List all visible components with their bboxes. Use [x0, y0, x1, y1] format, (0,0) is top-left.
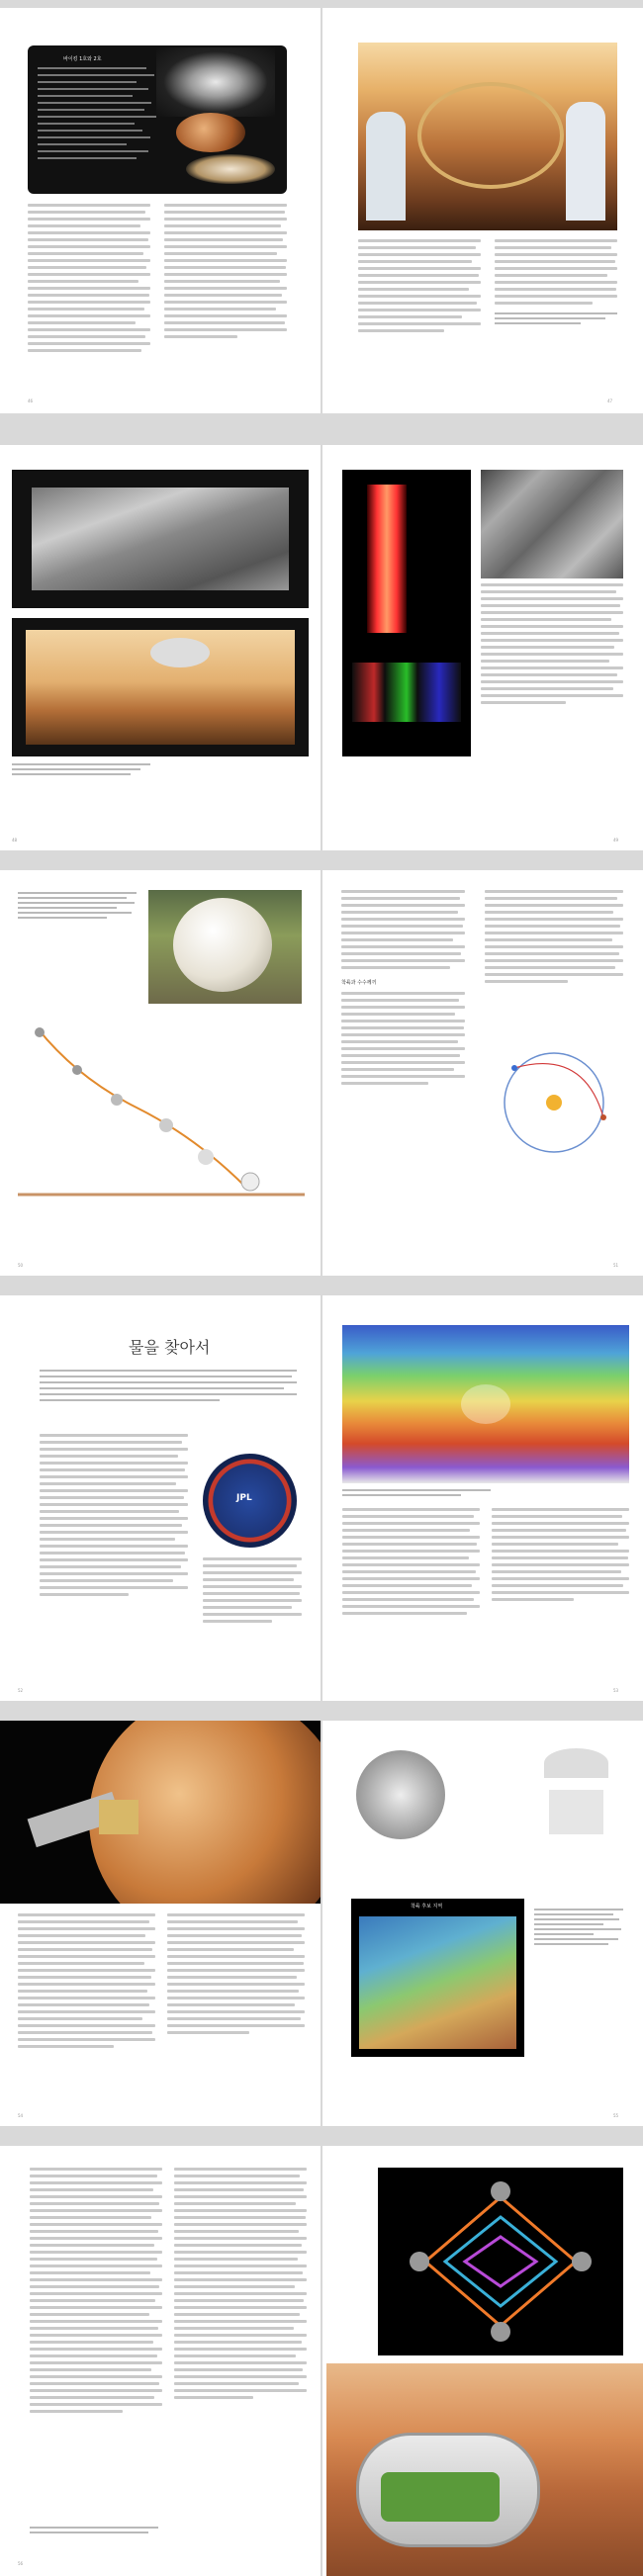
- body-text-right: [485, 890, 623, 987]
- body-text-right: [481, 583, 623, 708]
- page-fold: [321, 1295, 322, 1701]
- spread-3: [0, 870, 643, 1276]
- page-number: 51: [613, 1263, 619, 1268]
- page-fold: [321, 445, 322, 850]
- chapter-intro: [40, 1370, 297, 1401]
- badge-text: JPL: [236, 1493, 252, 1503]
- airbag-lander-photo: [148, 890, 302, 1004]
- viking-info-box: [28, 45, 287, 194]
- page-number: 56: [18, 2561, 24, 2566]
- body-text-left-2: [203, 1557, 302, 1627]
- caption: [18, 892, 137, 919]
- page-number: 55: [613, 2113, 619, 2118]
- body-text-left: [40, 1434, 188, 1600]
- page-fold: [321, 2146, 322, 2576]
- body-text-right: [342, 1508, 629, 1619]
- body-text-left: [18, 1913, 305, 2052]
- spectrum-image: [342, 470, 471, 756]
- body-text-right: [358, 239, 617, 336]
- viking-lander-image: [156, 47, 275, 117]
- mars-globe-image: [176, 113, 245, 152]
- page-number: 48: [12, 838, 18, 843]
- microscope-images: [481, 470, 623, 578]
- mission-badge: [203, 1454, 297, 1548]
- page-number: 50: [18, 1263, 24, 1268]
- mars-surface-image-color: [12, 618, 309, 756]
- caption: [12, 763, 309, 775]
- map-title: 착륙 후보 지역: [411, 1904, 443, 1910]
- chapter-title: 물을 찾아서: [129, 1338, 211, 1357]
- page-number: 47: [607, 399, 613, 403]
- body-text-left: [30, 2168, 307, 2417]
- subhead: 착륙과 수수께끼: [341, 980, 377, 986]
- page-fold: [321, 870, 322, 1276]
- page-number: 53: [613, 1688, 619, 1693]
- body-text-left: [341, 890, 465, 1089]
- orbiter-image: [186, 154, 275, 184]
- spread-5: [0, 1721, 643, 2126]
- orbiter-over-mars-image: [0, 1721, 321, 1904]
- caption: [534, 1909, 623, 1945]
- spread-6: [0, 2146, 643, 2576]
- page-fold: [321, 1721, 322, 2126]
- spread-1: [0, 8, 643, 413]
- caption: [342, 1489, 501, 1496]
- landing-site-map: [351, 1899, 524, 2057]
- body-text-left: [28, 204, 287, 356]
- page-number: 52: [18, 1688, 24, 1693]
- caption: [30, 2527, 307, 2533]
- life-cycle-diagram: [378, 2168, 623, 2355]
- page-fold: [321, 8, 322, 413]
- heat-shield-image: [341, 1740, 465, 1849]
- mars-surface-image-bw: [12, 470, 309, 608]
- orbit-diagram: [485, 1028, 623, 1177]
- viking-box-title: 바이킹 1호와 2호: [63, 56, 102, 62]
- spread-4: [0, 1295, 643, 1701]
- page-number: 46: [28, 399, 34, 403]
- landing-sequence-diagram: [18, 1019, 305, 1197]
- mars-topography-map: [342, 1325, 629, 1483]
- lab-clean-room-photo: [358, 43, 617, 230]
- spread-2: [0, 445, 643, 850]
- mars-greenhouse-image: [326, 2363, 643, 2576]
- page-number: 54: [18, 2113, 24, 2118]
- capsule-diagram: [529, 1740, 623, 1849]
- page-number: 49: [613, 838, 619, 843]
